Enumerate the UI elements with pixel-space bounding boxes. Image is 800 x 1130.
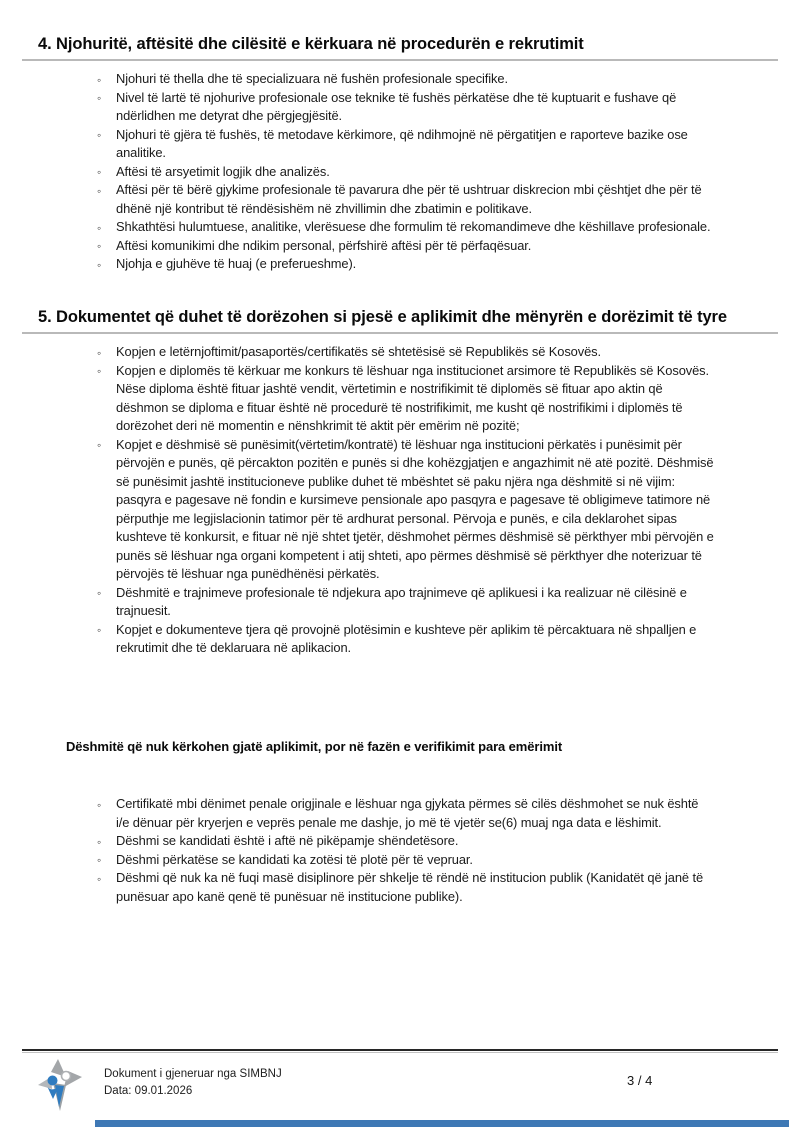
footer-accent-bar xyxy=(95,1120,789,1127)
bullet-item: ◦ Aftësi për të bërë gjykime profesionale të pavarura dhe për të ushtruar diskrecion mbi çështjet dhe për të dhënë një kontribut të rëndësishëm në zhvillimin dhe zbatimin e politikave. xyxy=(95,181,715,218)
verification-subheading: Dëshmitë që nuk kërkohen gjatë aplikimit, por në fazën e verifikimit para emërimit xyxy=(66,739,563,754)
bullet-item: ◦ Certifikatë mbi dënimet penale origjinale e lëshuar nga gjykata përmes së cilës dëshmohet se nuk është i/e dënuar për kryerjen e veprës penale me dashje, jo më të vjetër se(6) muaj nga data e lëshimit. xyxy=(95,795,715,832)
page-number: 3 / 4 xyxy=(627,1073,653,1088)
bullet-item: ◦ Shkathtësi hulumtuese, analitike, vlerësuese dhe formulim të rekomandimeve dhe këshillave profesionale. xyxy=(95,218,715,237)
section-4-bullet-list xyxy=(22,70,778,274)
bullet-item: ◦ Dëshmitë e trajnimeve profesionale të ndjekura apo trajnimeve që aplikuesi i ka realizuar në cilësinë e trajnuesit. xyxy=(95,584,715,621)
section-4-divider xyxy=(22,59,778,61)
bullet-item: ◦ Nivel të lartë të njohurive profesionale ose teknike të fushës përkatëse dhe të kuptuarit e fushave që ndërlidhen me detyrat dhe përgjegjësitë. xyxy=(95,89,715,126)
footer-divider xyxy=(22,1049,778,1053)
footer-date: Data: 09.01.2026 xyxy=(104,1085,193,1097)
verification-bullet-list xyxy=(22,795,778,906)
bullet-item: ◦ Dëshmi se kandidati është i aftë në pikëpamje shëndetësore. xyxy=(95,832,715,851)
section-recruitment-requirements xyxy=(22,33,778,274)
bullet-item: ◦ Njohuri të thella dhe të specializuara në fushën profesionale specifike. xyxy=(95,70,715,89)
verification-section xyxy=(22,786,778,906)
bullet-item: ◦ Kopjen e letërnjoftimit/pasaportës/certifikatës së shtetësisë së Republikës së Kosovës. xyxy=(95,343,715,362)
section-5-title: 5. Dokumentet që duhet të dorëzohen si pjesë e aplikimit dhe mënyrën e dorëzimit të tyre xyxy=(38,308,727,326)
simbnj-logo xyxy=(38,1059,82,1111)
footer-text-block xyxy=(104,1059,282,1100)
section-application-documents xyxy=(22,306,778,658)
page-footer xyxy=(38,1059,282,1111)
footer-generated-text: Dokument i gjeneruar nga SIMBNJ xyxy=(104,1068,282,1080)
bullet-item: ◦ Aftësi të arsyetimit logjik dhe analizës. xyxy=(95,163,715,182)
bullet-item: ◦ Kopjet e dokumenteve tjera që provojnë plotësimin e kushteve për aplikim të përcaktuara në shpalljen e rekrutimit dhe të deklaruara në aplikacion. xyxy=(95,621,715,658)
bullet-item: ◦ Njohuri të gjëra të fushës, të metodave kërkimore, që ndihmojnë në përgatitjen e raporteve bazike ose analitike. xyxy=(95,126,715,163)
section-5-bullet-list xyxy=(22,343,778,658)
section-5-divider xyxy=(22,332,778,334)
bullet-item: ◦ Dëshmi përkatëse se kandidati ka zotësi të plotë për të vepruar. xyxy=(95,851,715,870)
bullet-item: ◦ Dëshmi që nuk ka në fuqi masë disiplinore për shkelje të rëndë në institucion publik (Kanidatët që janë të punësuar apo kanë qenë të punësuar në institucione publike). xyxy=(95,869,715,906)
bullet-item: ◦ Kopjet e dëshmisë së punësimit(vërtetim/kontratë) të lëshuar nga institucioni përkatës i punësimit për përvojën e punës, që përcakton pozitën e punës si dhe kohëzgjatjen e angazhimit në atë pozitë. Dëshmisë së punësimit jashtë institucioneve publike duhet të mbështet së paku njëra nga dëshmitë si në vijim: pasqyra e pagesave në fondin e kursimeve pensionale apo pasqyra e pagesave të obligimeve tatimore në përputhje me legjislacionin tatimor për të ardhurat personal. Përvoja e punës, e cila deklarohet sipas kushteve të konkursit, e fituar në një shtet tjetër, dëshmohet përmes dëshmisë së përkthyer mbi përvojën e punës së lëshuar nga organi kompetent i atij shteti, apo përmes dëshmisë së përkthyer dhe noterizuar të përvojës të lëshuar nga punëdhënësi përkatës. xyxy=(95,436,715,584)
section-4-title: 4. Njohuritë, aftësitë dhe cilësitë e kërkuara në procedurën e rekrutimit xyxy=(38,35,584,53)
bullet-item: ◦ Njohja e gjuhëve të huaj (e preferueshme). xyxy=(95,255,715,274)
bullet-item: ◦ Aftësi komunikimi dhe ndikim personal, përfshirë aftësi për të përfaqësuar. xyxy=(95,237,715,256)
bullet-item: ◦ Kopjen e diplomës të kërkuar me konkurs të lëshuar nga institucionet arsimore të Republikës së Kosovës. Nëse diploma është fituar jashtë vendit, vërtetimin e nostrifikimit të diplomës së fituar apo aktin që dëshmon se diploma e fituar është në procedurë të nostrifikimit, me kusht që nostrifikimi i diplomës të dorëzohet deri në momentin e nënshkrimit të aktit për emërim në pozitë; xyxy=(95,362,715,436)
